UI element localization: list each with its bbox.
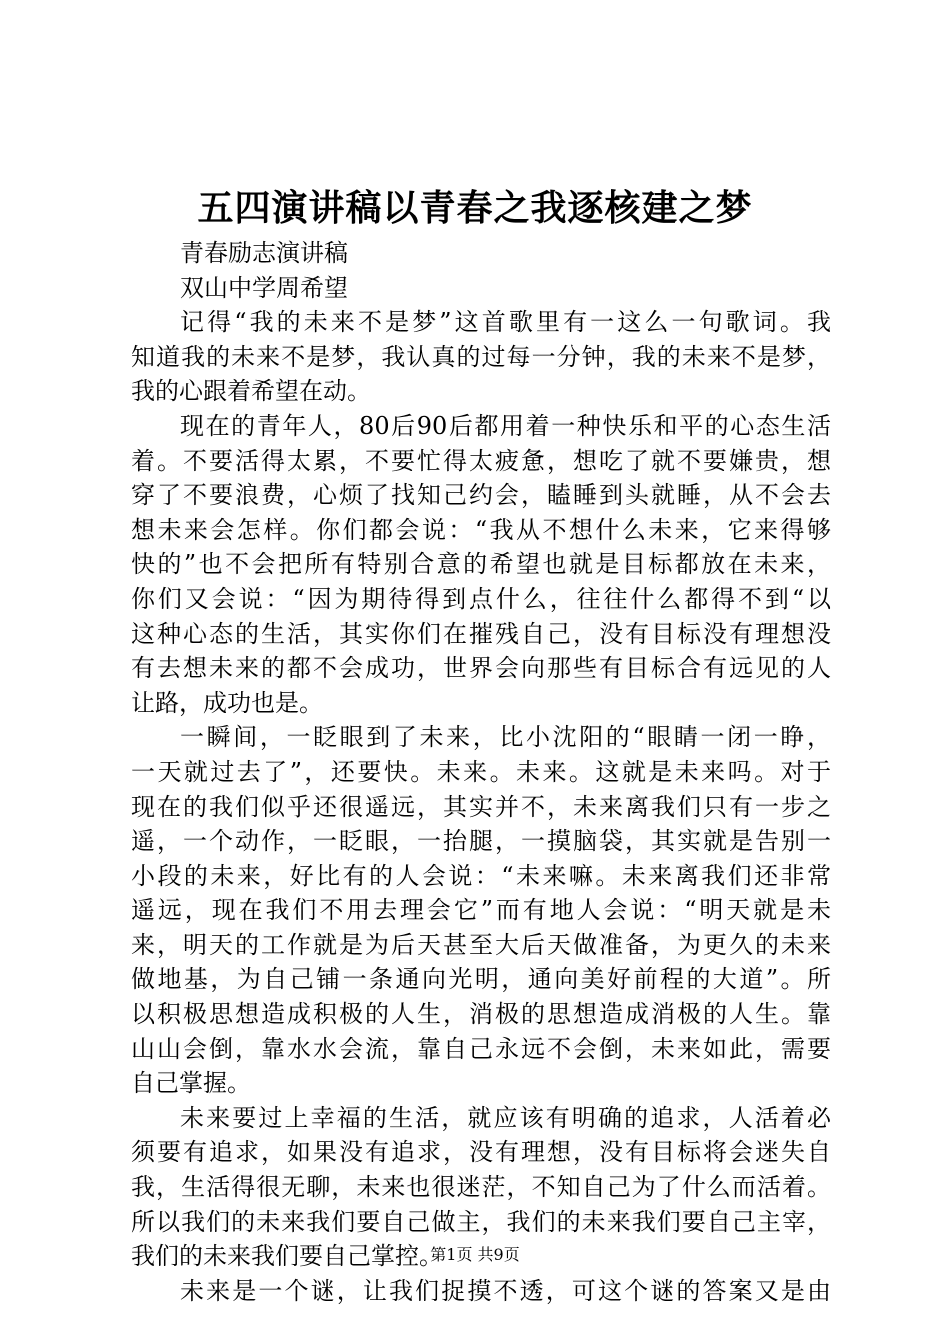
body-line: 一天就过去了”，还要快。未来。未来。这就是未来吗。对于 <box>131 757 831 786</box>
body-line: 以积极思想造成积极的人生，消极的思想造成消极的人生。靠 <box>131 1000 831 1029</box>
body-line: 双山中学周希望 <box>180 273 348 302</box>
body-line: 想未来会怎样。你们都会说：“我从不想什么未来，它来得够 <box>131 515 831 544</box>
body-line: 所以我们的未来我们要自己做主，我们的未来我们要自己主宰， <box>131 1207 831 1236</box>
body-line: 现在的青年人，80后90后都用着一种快乐和平的心态生活 <box>180 411 831 440</box>
body-line: 这种心态的生活，其实你们在摧残自己，没有目标没有理想没 <box>131 619 831 648</box>
body-line: 小段的未来，好比有的人会说：“未来嘛。未来离我们还非常 <box>131 861 831 890</box>
document-title: 五四演讲稿以青春之我逐核建之梦 <box>197 187 753 229</box>
body-line: 未来要过上幸福的生活，就应该有明确的追求，人活着必 <box>180 1103 831 1132</box>
body-line: 着。不要活得太累，不要忙得太疲惫，想吃了就不要嫌贵，想 <box>131 446 831 475</box>
body-line: 快的”也不会把所有特别合意的希望也就是目标都放在未来， <box>131 550 831 579</box>
body-line: 遥远，现在我们不用去理会它”而有地人会说：“明天就是未 <box>131 896 831 925</box>
body-line: 青春励志演讲稿 <box>180 239 348 267</box>
body-line: 山山会倒，靠水水会流，靠自己永远不会倒，未来如此，需要 <box>131 1034 831 1063</box>
page-footer: 第1页 共9页 <box>430 1245 520 1264</box>
body-line: 做地基，为自己铺一条通向光明，通向美好前程的大道”。所 <box>131 965 831 994</box>
body-line: 有去想未来的都不会成功，世界会向那些有目标合有远见的人 <box>131 654 831 683</box>
body-line: 记得“我的未来不是梦”这首歌里有一这么一句歌词。我 <box>180 308 831 337</box>
body-line: 来，明天的工作就是为后天甚至大后天做准备，为更久的未来 <box>131 930 831 959</box>
body-line: 让路，成功也是。 <box>131 688 323 717</box>
body-line: 我的心跟着希望在动。 <box>131 377 371 406</box>
body-line: 遥，一个动作，一眨眼，一抬腿，一摸脑袋，其实就是告别一 <box>131 827 831 856</box>
body-line: 须要有追求，如果没有追求，没有理想，没有目标将会迷失自 <box>131 1138 831 1167</box>
body-line: 知道我的未来不是梦，我认真的过每一分钟，我的未来不是梦， <box>131 342 831 371</box>
body-line: 你们又会说：“因为期待得到点什么，往往什么都得不到“以 <box>131 584 831 613</box>
body-line: 穿了不要浪费，心烦了找知己约会，瞌睡到头就睡，从不会去 <box>131 481 831 510</box>
body-line: 我，生活得很无聊，未来也很迷茫，不知自己为了什么而活着。 <box>131 1173 831 1202</box>
body-line: 自己掌握。 <box>131 1069 251 1098</box>
body-line: 现在的我们似乎还很遥远，其实并不，未来离我们只有一步之 <box>131 792 831 821</box>
body-line: 未来是一个谜，让我们捉摸不透，可这个谜的答案又是由 <box>180 1276 831 1305</box>
body-line: 一瞬间，一眨眼到了未来，比小沈阳的“眼睛一闭一睁， <box>180 723 831 752</box>
body-line: 我们的未来我们要自己掌控。 <box>131 1242 443 1271</box>
document-body <box>131 236 831 1308</box>
